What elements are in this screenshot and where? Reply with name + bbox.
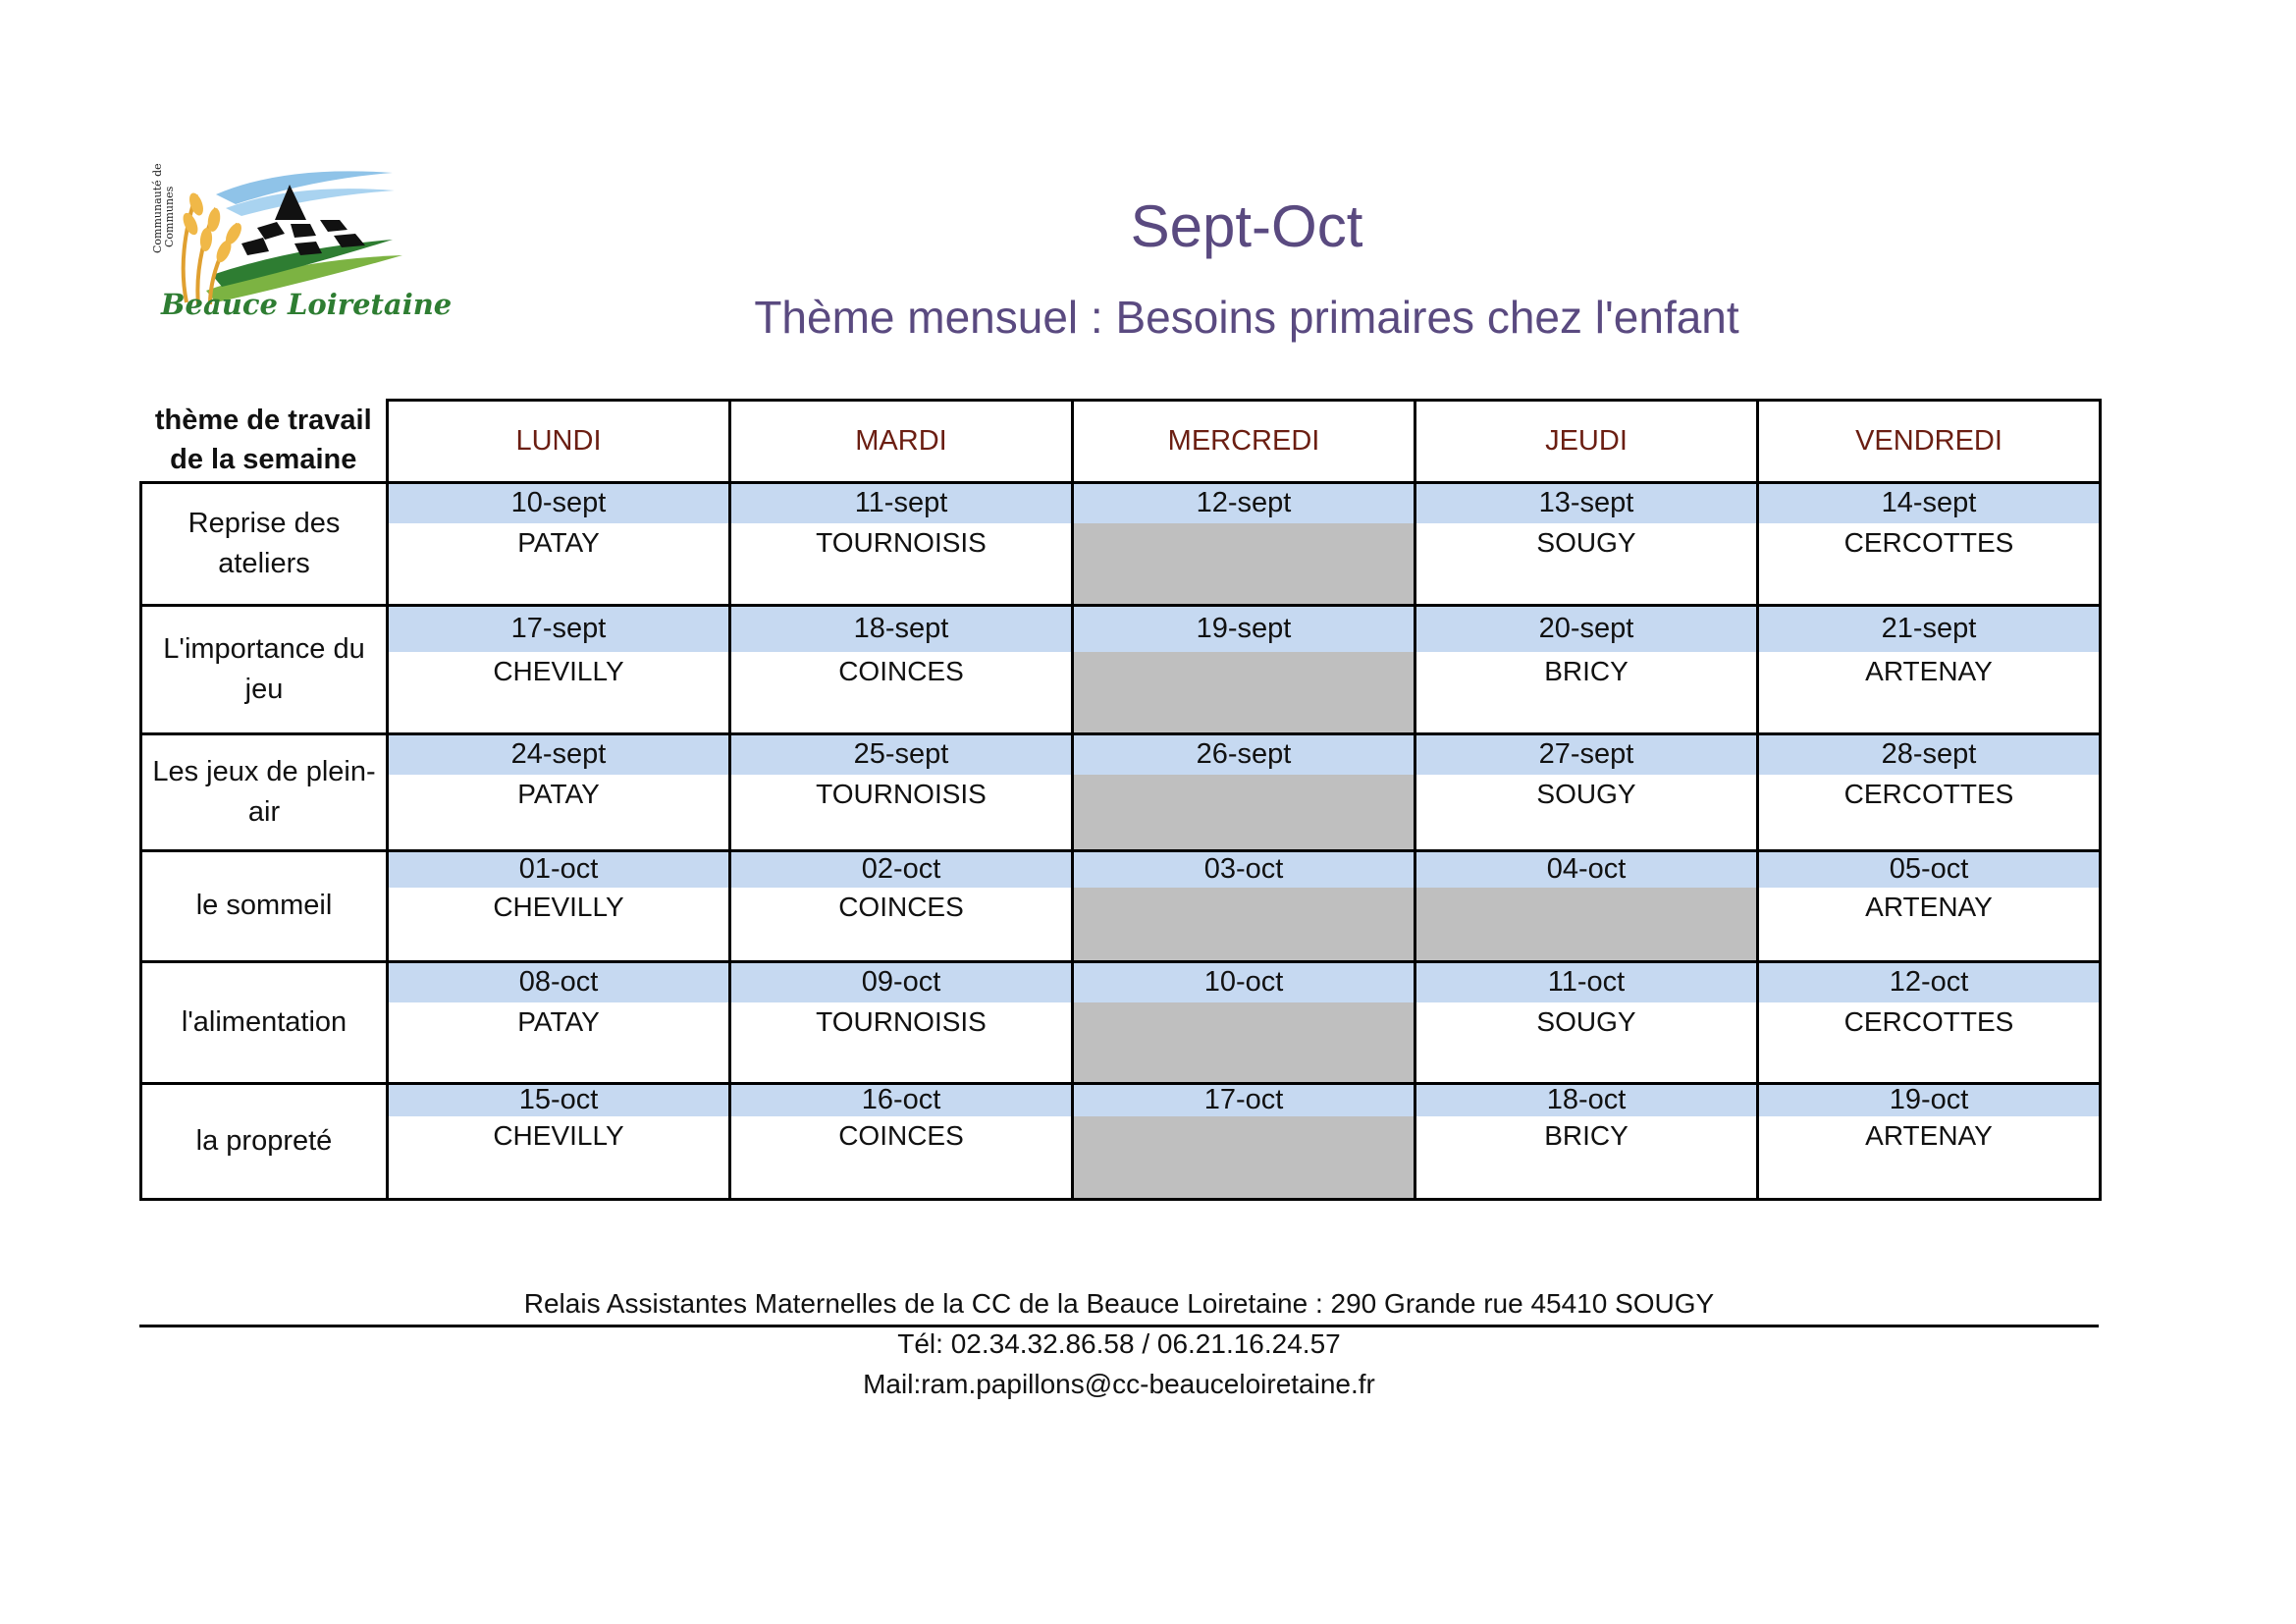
cell-date: 21-sept bbox=[1759, 607, 2099, 652]
cell-date: 19-sept bbox=[1074, 607, 1414, 652]
schedule-table bbox=[139, 399, 2102, 1201]
week-theme bbox=[141, 733, 388, 850]
cell-town: CERCOTTES bbox=[1843, 526, 2014, 558]
week-theme-line1: l'alimentation bbox=[181, 1005, 347, 1038]
cell-town: COINCES bbox=[838, 891, 964, 922]
day-cell-thursday bbox=[1415, 605, 1758, 733]
week-theme-line1: la propreté bbox=[195, 1124, 333, 1157]
day-cell-tuesday bbox=[730, 733, 1073, 850]
cell-date: 10-oct bbox=[1074, 963, 1414, 1002]
cell-date: 19-oct bbox=[1759, 1085, 2099, 1116]
week-theme-line1: Reprise des bbox=[187, 507, 341, 539]
day-cell-thursday bbox=[1415, 1083, 1758, 1199]
day-header-monday: LUNDI bbox=[388, 401, 730, 483]
cell-town: CERCOTTES bbox=[1843, 1005, 2014, 1037]
cell-town: COINCES bbox=[838, 1119, 964, 1151]
cell-closed bbox=[1416, 888, 1756, 960]
corner-label bbox=[141, 401, 388, 483]
svg-text:Communes: Communes bbox=[163, 186, 176, 247]
day-cell-friday bbox=[1758, 850, 2101, 961]
cell-town: PATAY bbox=[517, 526, 600, 558]
cell-town: PATAY bbox=[517, 1005, 600, 1037]
day-cell-tuesday bbox=[730, 1083, 1073, 1199]
cell-town: TOURNOISIS bbox=[816, 778, 987, 809]
cell-town: SOUGY bbox=[1536, 1005, 1636, 1037]
cell-date: 12-oct bbox=[1759, 963, 2099, 1002]
day-cell-wednesday bbox=[1073, 961, 1415, 1083]
day-cell-monday bbox=[388, 850, 730, 961]
week-theme-line2: air bbox=[247, 795, 281, 828]
cell-town: COINCES bbox=[838, 655, 964, 686]
cell-town: ARTENAY bbox=[1865, 1119, 1993, 1151]
day-cell-friday bbox=[1758, 482, 2101, 605]
cell-town: BRICY bbox=[1544, 1119, 1629, 1151]
week-row bbox=[141, 1083, 2101, 1199]
cell-date: 24-sept bbox=[389, 735, 728, 775]
week-theme bbox=[141, 961, 388, 1083]
footer-address: Relais Assistantes Maternelles de la CC de la Beauce Loiretaine : 290 Grande rue 45410 SOUGY bbox=[523, 1288, 1715, 1319]
page-subtitle: Thème mensuel : Besoins primaires chez l'enfant bbox=[754, 292, 1739, 343]
day-cell-wednesday bbox=[1073, 850, 1415, 961]
cell-town: TOURNOISIS bbox=[816, 526, 987, 558]
day-header-thursday: JEUDI bbox=[1415, 401, 1758, 483]
cell-town: BRICY bbox=[1544, 655, 1629, 686]
cell-closed bbox=[1074, 1116, 1414, 1198]
week-theme-line1: Les jeux de plein- bbox=[152, 755, 376, 787]
cell-date: 01-oct bbox=[389, 852, 728, 888]
cell-date: 03-oct bbox=[1074, 852, 1414, 888]
svg-text:Beauce Loiretaine: Beauce Loiretaine bbox=[161, 288, 453, 321]
cell-town: CERCOTTES bbox=[1843, 778, 2014, 809]
cell-date: 13-sept bbox=[1416, 484, 1756, 523]
cell-town: PATAY bbox=[517, 778, 600, 809]
week-row bbox=[141, 733, 2101, 850]
cell-town: CHEVILLY bbox=[493, 655, 624, 686]
cell-town: TOURNOISIS bbox=[816, 1005, 987, 1037]
beauce-loiretaine-logo bbox=[147, 163, 453, 322]
cell-town: ARTENAY bbox=[1865, 891, 1993, 922]
week-theme-line2: jeu bbox=[244, 673, 284, 705]
day-cell-wednesday bbox=[1073, 482, 1415, 605]
cell-date: 25-sept bbox=[731, 735, 1071, 775]
day-cell-monday bbox=[388, 1083, 730, 1199]
footer-phone: Tél: 02.34.32.86.58 / 06.21.16.24.57 bbox=[897, 1328, 1341, 1359]
cell-closed bbox=[1074, 652, 1414, 732]
day-cell-tuesday bbox=[730, 961, 1073, 1083]
day-header-row bbox=[141, 401, 2101, 483]
cell-date: 18-oct bbox=[1416, 1085, 1756, 1116]
cell-date: 18-sept bbox=[731, 607, 1071, 652]
day-cell-monday bbox=[388, 605, 730, 733]
week-row bbox=[141, 961, 2101, 1083]
day-header-friday: VENDREDI bbox=[1758, 401, 2101, 483]
footer-divider bbox=[139, 1325, 2099, 1327]
day-header-tuesday: MARDI bbox=[730, 401, 1073, 483]
day-cell-friday bbox=[1758, 961, 2101, 1083]
footer-mail: Mail:ram.papillons@cc-beauceloiretaine.fr bbox=[863, 1369, 1375, 1399]
day-cell-monday bbox=[388, 733, 730, 850]
day-cell-friday bbox=[1758, 733, 2101, 850]
week-row bbox=[141, 482, 2101, 605]
cell-date: 09-oct bbox=[731, 963, 1071, 1002]
cell-date: 15-oct bbox=[389, 1085, 728, 1116]
cell-date: 10-sept bbox=[389, 484, 728, 523]
week-theme-line1: L'importance du bbox=[163, 632, 365, 665]
day-header-wednesday: MERCREDI bbox=[1073, 401, 1415, 483]
day-cell-wednesday bbox=[1073, 733, 1415, 850]
day-cell-wednesday bbox=[1073, 605, 1415, 733]
day-cell-thursday bbox=[1415, 850, 1758, 961]
cell-date: 27-sept bbox=[1416, 735, 1756, 775]
svg-text:Communauté de: Communauté de bbox=[151, 163, 164, 253]
cell-date: 11-sept bbox=[731, 484, 1071, 523]
day-cell-tuesday bbox=[730, 605, 1073, 733]
cell-date: 12-sept bbox=[1074, 484, 1414, 523]
cell-closed bbox=[1074, 775, 1414, 849]
cell-date: 17-oct bbox=[1074, 1085, 1414, 1116]
day-cell-monday bbox=[388, 482, 730, 605]
cell-town: CHEVILLY bbox=[493, 891, 624, 922]
cell-closed bbox=[1074, 523, 1414, 604]
cell-town: SOUGY bbox=[1536, 526, 1636, 558]
cell-date: 20-sept bbox=[1416, 607, 1756, 652]
corner-label-line2: de la semaine bbox=[170, 443, 357, 475]
cell-date: 26-sept bbox=[1074, 735, 1414, 775]
cell-town: ARTENAY bbox=[1865, 655, 1993, 686]
corner-label-line1: thème de travail bbox=[154, 404, 372, 436]
day-cell-tuesday bbox=[730, 850, 1073, 961]
cell-date: 17-sept bbox=[389, 607, 728, 652]
day-cell-tuesday bbox=[730, 482, 1073, 605]
cell-date: 02-oct bbox=[731, 852, 1071, 888]
day-cell-wednesday bbox=[1073, 1083, 1415, 1199]
week-theme bbox=[141, 605, 388, 733]
week-theme bbox=[141, 850, 388, 961]
cell-date: 11-oct bbox=[1416, 963, 1756, 1002]
cell-date: 16-oct bbox=[731, 1085, 1071, 1116]
cell-date: 08-oct bbox=[389, 963, 728, 1002]
cell-closed bbox=[1074, 888, 1414, 960]
page-title: Sept-Oct bbox=[1130, 193, 1363, 259]
cell-town: CHEVILLY bbox=[493, 1119, 624, 1151]
week-row bbox=[141, 850, 2101, 961]
cell-date: 05-oct bbox=[1759, 852, 2099, 888]
week-theme bbox=[141, 482, 388, 605]
cell-date: 14-sept bbox=[1759, 484, 2099, 523]
day-cell-thursday bbox=[1415, 961, 1758, 1083]
cell-town: SOUGY bbox=[1536, 778, 1636, 809]
cell-date: 28-sept bbox=[1759, 735, 2099, 775]
week-theme bbox=[141, 1083, 388, 1199]
week-theme-line2: ateliers bbox=[218, 547, 310, 579]
week-theme-line1: le sommeil bbox=[195, 890, 333, 921]
day-cell-thursday bbox=[1415, 733, 1758, 850]
day-cell-monday bbox=[388, 961, 730, 1083]
cell-date: 04-oct bbox=[1416, 852, 1756, 888]
day-cell-thursday bbox=[1415, 482, 1758, 605]
day-cell-friday bbox=[1758, 605, 2101, 733]
day-cell-friday bbox=[1758, 1083, 2101, 1199]
week-row bbox=[141, 605, 2101, 733]
cell-closed bbox=[1074, 1002, 1414, 1082]
